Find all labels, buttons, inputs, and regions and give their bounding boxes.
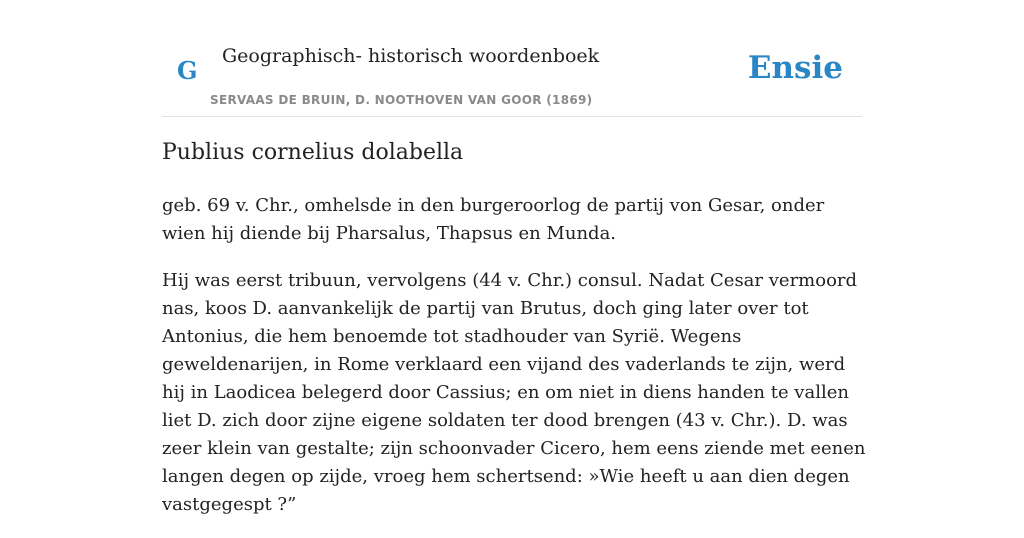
entry-paragraph: Hij was eerst tribuun, vervolgens (44 v. Chr.) consul. Nadat Cesar vermoord nas, koos D. aanvankelijk de partij van Brutus, doch ging later over tot Antonius, die hem benoemde tot stadhouder van Syrië. Wegens geweldenarijen, in Rome verklaard een vijand des vaderlands te zijn, werd hij in Laodicea belegerd door Cassius; en om niet in diens handen te vallen liet D. zich door zijne eigene soldaten ter dood brengen (43 v. Chr.). D. was zeer klein van gestalte; zijn schoonvader Cicero, hem eens ziende met eenen langen degen op zijde, vroeg hem schertsend: »Wie heeft u aan dien degen vastgegespt ?”: [162, 270, 866, 515]
book-letter-icon[interactable]: G: [177, 56, 198, 85]
page-header: [162, 0, 862, 117]
entry-title: Publius cornelius dolabella: [162, 140, 464, 165]
entry-paragraph: geb. 69 v. Chr., omhelsde in den burgeroorlog de partij von Gesar, onder wien hij diende bij Pharsalus, Thapsus en Munda.: [162, 195, 825, 244]
book-author: SERVAAS DE BRUIN, D. NOOTHOVEN VAN GOOR (1869): [210, 93, 593, 107]
entry-body: [162, 192, 866, 538]
book-title-link[interactable]: Geographisch- historisch woordenboek: [222, 45, 600, 67]
ensie-logo-link[interactable]: Ensie: [747, 50, 843, 86]
